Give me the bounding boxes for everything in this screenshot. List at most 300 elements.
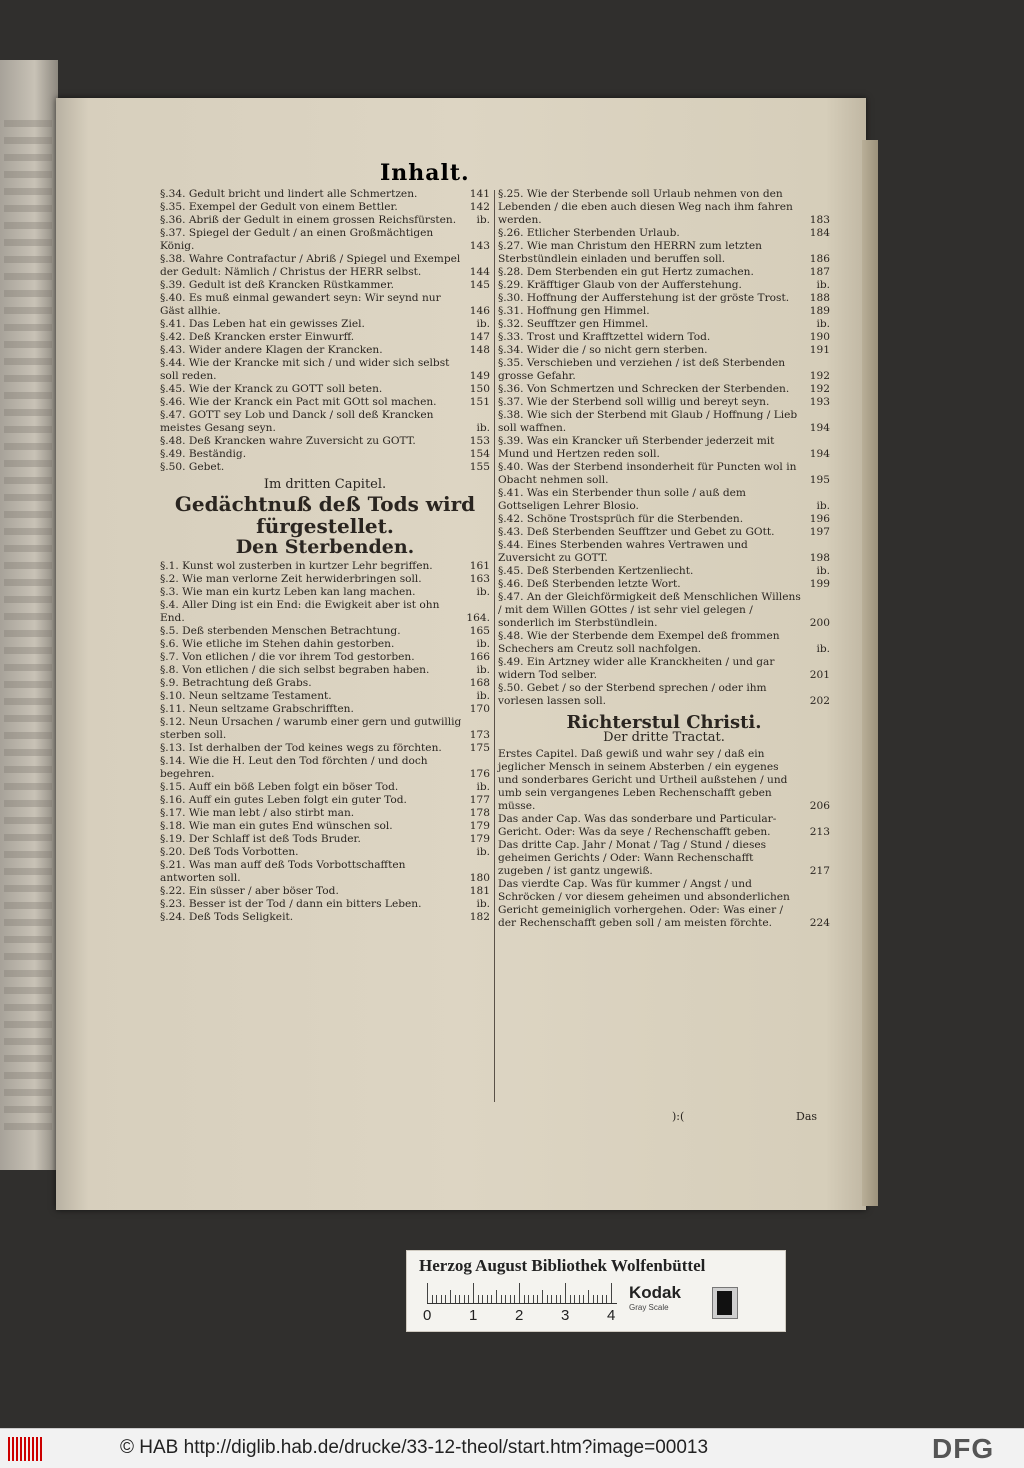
toc-entry-text: §.38. Wie sich der Sterbend mit Glaub / Hoffnung / Lieb soll waffnen. (498, 409, 798, 434)
page-text (80, 0, 830, 1200)
toc-entry-page: 143 (469, 240, 490, 252)
previous-page-line (4, 1004, 52, 1011)
toc-entry-text: §.43. Deß Sterbenden Seufftzer und Gebet zu GOtt. (498, 526, 775, 538)
toc-entry-page: ib. (816, 279, 830, 291)
previous-page-line (4, 375, 52, 382)
toc-entry-text: §.45. Wie der Kranck zu GOTT soll beten. (160, 383, 383, 395)
toc-entry (498, 839, 830, 878)
toc-entry (498, 331, 830, 344)
toc-entry-page: 206 (809, 800, 830, 812)
toc-entry-text: §.40. Was der Sterbend insonderheit für Puncten wol in Obacht nehmen soll. (498, 461, 797, 486)
ruler-tick (473, 1283, 474, 1303)
toc-entry-text: §.9. Betrachtung deß Grabs. (160, 677, 312, 689)
toc-entry-text: §.47. An der Gleichförmigkeit deß Menschlichen Willens / mit dem Willen GOttes / ist sehr viel gelegen / sonderlich im Sterbstündlein. (498, 591, 801, 629)
toc-entry-page: 197 (809, 526, 830, 538)
toc-entry (160, 435, 490, 448)
previous-page-edge (0, 60, 58, 1170)
ruler-tick (583, 1295, 584, 1303)
toc-entry (498, 565, 830, 578)
previous-page-line (4, 494, 52, 501)
toc-entry (160, 344, 490, 357)
toc-entry-text: §.49. Ein Artzney wider alle Kranckheiten / und gar widern Tod selber. (498, 656, 775, 681)
previous-page-line (4, 1072, 52, 1079)
previous-page-line (4, 477, 52, 484)
page-edge (862, 140, 878, 1206)
toc-entry-page: 166 (469, 651, 490, 663)
previous-page-line (4, 579, 52, 586)
ruler-tick (514, 1295, 515, 1303)
toc-entry-text: §.41. Das Leben hat ein gewisses Ziel. (160, 318, 365, 330)
toc-entry-text: §.50. Gebet. (160, 461, 225, 473)
toc-entry-text: §.50. Gebet / so der Sterbend sprechen / oder ihm vorlesen lassen soll. (498, 682, 767, 707)
toc-entry-text: §.1. Kunst wol zusterben in kurtzer Lehr begriffen. (160, 560, 433, 572)
toc-entry-page: ib. (476, 586, 490, 598)
toc-entry (160, 461, 490, 474)
toc-entry-page: 175 (469, 742, 490, 754)
ruler-tick (519, 1283, 520, 1303)
toc-entry-text: §.28. Dem Sterbenden ein gut Hertz zumachen. (498, 266, 754, 278)
toc-entry-page: 201 (809, 669, 830, 681)
ruler-tick (427, 1283, 428, 1303)
toc-entry (160, 586, 490, 599)
previous-page-line (4, 681, 52, 688)
toc-entry-page: 181 (469, 885, 490, 897)
toc-entry (498, 344, 830, 357)
toc-entry-page: 173 (469, 729, 490, 741)
dfg-logo[interactable]: DFG (932, 1433, 995, 1464)
toc-entry-page: 202 (809, 695, 830, 707)
toc-entry-page: 155 (469, 461, 490, 473)
toc-entry-page: 141 (469, 188, 490, 200)
gray-swatch (712, 1287, 738, 1319)
toc-entry (160, 253, 490, 279)
ruler-number: 3 (561, 1307, 570, 1324)
toc-entry (160, 357, 490, 383)
toc-entry-text: §.20. Deß Tods Vorbotten. (160, 846, 299, 858)
previous-page-line (4, 715, 52, 722)
previous-page-line (4, 732, 52, 739)
toc-entry-page: 145 (469, 279, 490, 291)
toc-entry-text: §.27. Wie man Christum den HERRN zum letzten Sterbstündlein einladen und beruffen soll. (498, 240, 762, 265)
ruler-number: 1 (469, 1307, 478, 1324)
toc-entry (498, 526, 830, 539)
toc-entry (498, 318, 830, 331)
ruler-tick (560, 1295, 561, 1303)
toc-entry (160, 846, 490, 859)
chapter-subtitle: Den Sterbenden. (235, 536, 415, 558)
ruler-tick (455, 1295, 456, 1303)
right-column (498, 188, 830, 930)
toc-entry-text: §.47. GOTT sey Lob und Danck / soll deß Krancken meistes Gesang seyn. (160, 409, 434, 434)
ruler-tick (602, 1295, 603, 1303)
toc-entry (160, 651, 490, 664)
toc-entry-page: ib. (476, 690, 490, 702)
ruler-tick (537, 1295, 538, 1303)
toc-entry (160, 573, 490, 586)
ruler-tick (606, 1295, 607, 1303)
toc-entry-text: §.39. Was ein Krancker uñ Sterbender jederzeit mit Mund und Hertzen reden soll. (498, 435, 775, 460)
toc-entry-page: ib. (476, 422, 490, 434)
previous-page-line (4, 358, 52, 365)
toc-entry-text: §.30. Hoffnung der Aufferstehung ist der gröste Trost. (498, 292, 790, 304)
toc-entry (160, 820, 490, 833)
previous-page-line (4, 902, 52, 909)
toc-entry-text: §.46. Deß Sterbenden letzte Wort. (498, 578, 681, 590)
previous-page-line (4, 1106, 52, 1113)
toc-entry-page: 192 (809, 370, 830, 382)
toc-entry-page: 170 (469, 703, 490, 715)
previous-page-line (4, 137, 52, 144)
toc-entry (498, 383, 830, 396)
previous-page-line (4, 936, 52, 943)
toc-entry-page: 193 (809, 396, 830, 408)
previous-page-line (4, 1055, 52, 1062)
toc-entry-text: §.16. Auff ein gutes Leben folgt ein guter Tod. (160, 794, 407, 806)
toc-entry (498, 461, 830, 487)
ruler-tick (482, 1295, 483, 1303)
previous-page-line (4, 273, 52, 280)
previous-page-line (4, 919, 52, 926)
ruler-tick (574, 1295, 575, 1303)
toc-entry-text: §.5. Deß sterbenden Menschen Betrachtung. (160, 625, 401, 637)
kodak-logo: Kodak (629, 1283, 681, 1302)
toc-entry-page: 154 (469, 448, 490, 460)
hab-logo-icon[interactable] (8, 1437, 42, 1461)
toc-entry (160, 383, 490, 396)
toc-entry-text: §.21. Was man auff deß Tods Vorbottschafften antworten soll. (160, 859, 406, 884)
ruler-number: 4 (607, 1307, 616, 1324)
previous-page-line (4, 545, 52, 552)
toc-entry-page: ib. (476, 318, 490, 330)
previous-page-line (4, 1038, 52, 1045)
ruler-tick (478, 1295, 479, 1303)
previous-page-line (4, 341, 52, 348)
toc-entry-text: §.35. Exempel der Gedult von einem Bettler. (160, 201, 398, 213)
toc-entry-page: 178 (469, 807, 490, 819)
previous-page-line (4, 1021, 52, 1028)
toc-entry-text: §.41. Was ein Sterbender thun solle / auß dem Gottseligen Lehrer Blosio. (498, 487, 746, 512)
toc-entry (160, 690, 490, 703)
toc-entry-text: Erstes Capitel. Daß gewiß und wahr sey / daß ein jeglicher Mensch in seinem Absterben / ein eygenes und sonderbares Gericht und Urtheil außstehen / und umb sein vergangenes Leben Rechenschafft geben müsse. (498, 748, 788, 812)
toc-entry-page: 199 (809, 578, 830, 590)
previous-page-line (4, 613, 52, 620)
toc-entry-text: §.40. Es muß einmal gewandert seyn: Wir seynd nur Gäst allhie. (160, 292, 441, 317)
toc-entry (160, 318, 490, 331)
toc-entry (160, 638, 490, 651)
previous-page-line (4, 460, 52, 467)
toc-entry-page: ib. (816, 500, 830, 512)
toc-entry (160, 396, 490, 409)
ruler-tick (468, 1295, 469, 1303)
toc-entry (498, 435, 830, 461)
toc-entry-text: §.13. Ist derhalben der Tod keines wegs zu förchten. (160, 742, 442, 754)
toc-entry-page: 177 (469, 794, 490, 806)
previous-page-line (4, 698, 52, 705)
toc-entry (160, 742, 490, 755)
toc-entry-page: 182 (469, 911, 490, 923)
ruler-number: 2 (515, 1307, 524, 1324)
toc-entry (160, 859, 490, 885)
toc-entry (498, 396, 830, 409)
left-entries (160, 188, 490, 474)
viewer-footer (0, 1428, 1024, 1468)
toc-entry-text: §.42. Deß Krancken erster Einwurff. (160, 331, 355, 343)
toc-entry-text: §.43. Wider andere Klagen der Krancken. (160, 344, 383, 356)
toc-entry (498, 188, 830, 227)
toc-entry-text: §.46. Wie der Kranck ein Pact mit GOtt sol machen. (160, 396, 437, 408)
toc-entry-page: 194 (809, 448, 830, 460)
toc-entry (160, 664, 490, 677)
toc-entry (160, 833, 490, 846)
gray-scale-label: Gray Scale (629, 1303, 669, 1312)
toc-entry-page: 147 (469, 331, 490, 343)
toc-entry-page: 187 (809, 266, 830, 278)
toc-entry-page: 179 (469, 820, 490, 832)
toc-entry-text: §.34. Wider die / so nicht gern sterben. (498, 344, 708, 356)
toc-entry-text: §.8. Von etlichen / die sich selbst begraben haben. (160, 664, 430, 676)
toc-entry (498, 630, 830, 656)
toc-entry-page: 190 (809, 331, 830, 343)
toc-entry-page: ib. (476, 664, 490, 676)
toc-entry-page: 213 (809, 826, 830, 838)
toc-entry (498, 591, 830, 630)
toc-entry-page: 191 (809, 344, 830, 356)
ruler-tick (510, 1295, 511, 1303)
toc-entry-text: §.25. Wie der Sterbende soll Urlaub nehmen von den Lebenden / die eben auch diesen Weg nach ihm fahren werden. (498, 188, 793, 226)
toc-entry-page: 180 (469, 872, 490, 884)
toc-entry (498, 487, 830, 513)
toc-entry-text: §.14. Wie die H. Leut den Tod förchten / und doch begehren. (160, 755, 428, 780)
toc-entry (160, 807, 490, 820)
toc-entry-text: §.37. Wie der Sterbend soll willig und bereyt seyn. (498, 396, 770, 408)
toc-entry-page: 194 (809, 422, 830, 434)
toc-entry (160, 898, 490, 911)
toc-entry-page: 186 (809, 253, 830, 265)
right-entries-2 (498, 748, 830, 930)
previous-page-line (4, 817, 52, 824)
toc-entry-text: §.35. Verschieben und verziehen / ist deß Sterbenden grosse Gefahr. (498, 357, 786, 382)
previous-page-line (4, 953, 52, 960)
left-column (160, 188, 490, 924)
ruler-tick (459, 1295, 460, 1303)
previous-page-line (4, 766, 52, 773)
toc-entry (160, 201, 490, 214)
toc-entry-text: §.6. Wie etliche im Stehen dahin gestorben. (160, 638, 395, 650)
previous-page-line (4, 392, 52, 399)
toc-entry-text: §.45. Deß Sterbenden Kertzenliecht. (498, 565, 694, 577)
toc-entry-page: ib. (476, 638, 490, 650)
toc-entry (498, 878, 830, 930)
previous-page-line (4, 171, 52, 178)
toc-entry-text: §.36. Abriß der Gedult in einem grossen Reichsfürsten. (160, 214, 457, 226)
toc-entry (160, 599, 490, 625)
toc-entry-page: ib. (816, 643, 830, 655)
ruler-tick (524, 1295, 525, 1303)
toc-entry-text: Das ander Cap. Was das sonderbare und Particular-Gericht. Oder: Was da seye / Rechenschafft geben. (498, 813, 777, 838)
toc-entry (160, 716, 490, 742)
ruler-tick (491, 1295, 492, 1303)
toc-entry-page: 184 (809, 227, 830, 239)
toc-entry-text: §.4. Aller Ding ist ein End: die Ewigkeit aber ist ohn End. (160, 599, 440, 624)
ruler-tick (501, 1295, 502, 1303)
toc-entry-text: §.10. Neun seltzame Testament. (160, 690, 332, 702)
toc-entry (498, 357, 830, 383)
toc-entry-text: §.24. Deß Tods Seligkeit. (160, 911, 294, 923)
toc-entry-text: §.44. Wie der Krancke mit sich / und wider sich selbst soll reden. (160, 357, 450, 382)
previous-page-line (4, 528, 52, 535)
previous-page-line (4, 426, 52, 433)
scale-ruler (427, 1281, 617, 1304)
toc-entry-text: §.33. Trost und Krafftzettel widern Tod. (498, 331, 711, 343)
ruler-tick (547, 1295, 548, 1303)
ruler-tick (611, 1283, 612, 1303)
ruler-tick (542, 1290, 543, 1303)
column-divider (494, 190, 495, 1102)
toc-entry-page: 151 (469, 396, 490, 408)
left-entries-2 (160, 560, 490, 924)
ruler-tick (556, 1295, 557, 1303)
ruler-tick (464, 1295, 465, 1303)
toc-entry-text: §.19. Der Schlaff ist deß Tods Bruder. (160, 833, 361, 845)
previous-page-line (4, 562, 52, 569)
toc-entry (498, 513, 830, 526)
toc-entry-text: §.32. Seufftzer gen Himmel. (498, 318, 649, 330)
toc-entry (498, 748, 830, 813)
previous-page-line (4, 307, 52, 314)
ruler-tick (593, 1295, 594, 1303)
toc-entry-text: §.49. Beständig. (160, 448, 247, 460)
toc-entry-text: §.29. Kräfftiger Glaub von der Aufferstehung. (498, 279, 742, 291)
toc-entry-page: ib. (476, 898, 490, 910)
previous-page-line (4, 154, 52, 161)
toc-entry-text: §.12. Neun Ursachen / warumb einer gern und gutwillig sterben soll. (160, 716, 462, 741)
toc-entry-page: 165 (469, 625, 490, 637)
toc-entry-text: Das vierdte Cap. Was für kummer / Angst / und Schröcken / vor diesem geheimen und absonderlichen Gericht gemeiniglich vorhergehen. Oder: Was einer / der Rechenschafft geben soll / am meisten förchte. (498, 878, 790, 929)
right-entries (498, 188, 830, 708)
previous-page-line (4, 868, 52, 875)
toc-entry-page: 161 (469, 560, 490, 572)
previous-page-line (4, 239, 52, 246)
toc-entry-text: §.18. Wie man ein gutes End wünschen sol. (160, 820, 393, 832)
toc-entry (498, 279, 830, 292)
toc-entry (498, 682, 830, 708)
toc-entry (160, 214, 490, 227)
ruler-tick (505, 1295, 506, 1303)
previous-page-line (4, 222, 52, 229)
toc-entry-text: §.48. Deß Krancken wahre Zuversicht zu GOTT. (160, 435, 416, 447)
toc-entry-page: 192 (809, 383, 830, 395)
previous-page-line (4, 120, 52, 127)
ruler-tick (533, 1295, 534, 1303)
toc-entry-text: §.38. Wahre Contrafactur / Abriß / Spiegel und Exempel der Gedult: Nämlich / Christus der HERR selbst. (160, 253, 461, 278)
toc-entry-page: 179 (469, 833, 490, 845)
ruler-tick (436, 1295, 437, 1303)
toc-entry-page: 217 (809, 865, 830, 877)
toc-entry (160, 409, 490, 435)
toc-entry (160, 703, 490, 716)
toc-entry-page: 196 (809, 513, 830, 525)
toc-entry-text: §.17. Wie man lebt / also stirbt man. (160, 807, 355, 819)
toc-entry (498, 266, 830, 279)
previous-page-line (4, 647, 52, 654)
ruler-tick (496, 1290, 497, 1303)
ruler-tick (551, 1295, 552, 1303)
previous-page-line (4, 188, 52, 195)
toc-entry (160, 755, 490, 781)
toc-entry-page: 163 (469, 573, 490, 585)
previous-page-line (4, 290, 52, 297)
ruler-tick (487, 1295, 488, 1303)
toc-entry (498, 240, 830, 266)
toc-entry (498, 292, 830, 305)
toc-entry (160, 227, 490, 253)
ruler-tick (445, 1295, 446, 1303)
toc-entry-text: §.7. Von etlichen / die vor ihrem Tod gestorben. (160, 651, 415, 663)
toc-entry-text: §.23. Besser ist der Tod / dann ein bitters Leben. (160, 898, 422, 910)
toc-entry-text: §.44. Eines Sterbenden wahres Vertrawen und Zuversicht zu GOTT. (498, 539, 748, 564)
toc-entry-text: §.11. Neun seltzame Grabschrifften. (160, 703, 354, 715)
toc-entry (160, 292, 490, 318)
toc-entry-page: ib. (476, 214, 490, 226)
toc-entry-text: §.36. Von Schmertzen und Schrecken der Sterbenden. (498, 383, 790, 395)
toc-entry (498, 227, 830, 240)
previous-page-line (4, 1123, 52, 1130)
previous-page-line (4, 664, 52, 671)
ruler-tick (441, 1295, 442, 1303)
toc-entry-text: Das dritte Cap. Jahr / Monat / Tag / Stund / dieses geheimen Gerichts / Oder: Wann Rechenschafft zugeben / ist gantz ungewiß. (498, 839, 767, 877)
ruler-tick (565, 1283, 566, 1303)
copyright-link[interactable]: © HAB http://diglib.hab.de/drucke/33-12-theol/start.htm?image=00013 (120, 1437, 709, 1458)
ruler-tick (579, 1295, 580, 1303)
toc-entry-text: §.48. Wie der Sterbende dem Exempel deß frommen Schechers am Creutz soll nachfolgen. (498, 630, 780, 655)
toc-entry (498, 305, 830, 318)
tractat-title: Richterstul Christi. (566, 712, 762, 733)
previous-page-line (4, 205, 52, 212)
previous-page-line (4, 409, 52, 416)
toc-entry-page: ib. (476, 781, 490, 793)
previous-page-line (4, 987, 52, 994)
previous-page-line (4, 256, 52, 263)
ruler-tick (570, 1295, 571, 1303)
chapter-title: Gedächtnuß deß Tods wird fürgestellet. (174, 492, 476, 538)
ruler-tick (528, 1295, 529, 1303)
toc-entry-page: 200 (809, 617, 830, 629)
toc-entry (160, 560, 490, 573)
previous-page-line (4, 596, 52, 603)
toc-entry (160, 331, 490, 344)
toc-entry-page: 176 (469, 768, 490, 780)
ruler-tick (597, 1295, 598, 1303)
toc-entry-text: §.15. Auff ein böß Leben folgt ein böser Tod. (160, 781, 399, 793)
previous-page-line (4, 749, 52, 756)
toc-entry (160, 911, 490, 924)
previous-page-line (4, 970, 52, 977)
toc-entry-text: §.3. Wie man ein kurtz Leben kan lang machen. (160, 586, 416, 598)
toc-entry-text: §.42. Schöne Trostsprüch für die Sterbenden. (498, 513, 744, 525)
toc-entry-text: §.2. Wie man verlorne Zeit herwiderbringen soll. (160, 573, 422, 585)
toc-entry (498, 539, 830, 565)
ruler-tick (588, 1290, 589, 1303)
ruler-number: 0 (423, 1307, 432, 1324)
previous-page-line (4, 851, 52, 858)
previous-page-line (4, 783, 52, 790)
library-label-card (406, 1250, 786, 1332)
toc-entry-page: 188 (809, 292, 830, 304)
previous-page-line (4, 885, 52, 892)
toc-entry-text: §.39. Gedult ist deß Krancken Rüstkammer. (160, 279, 394, 291)
toc-entry-page: ib. (816, 318, 830, 330)
toc-entry (160, 448, 490, 461)
